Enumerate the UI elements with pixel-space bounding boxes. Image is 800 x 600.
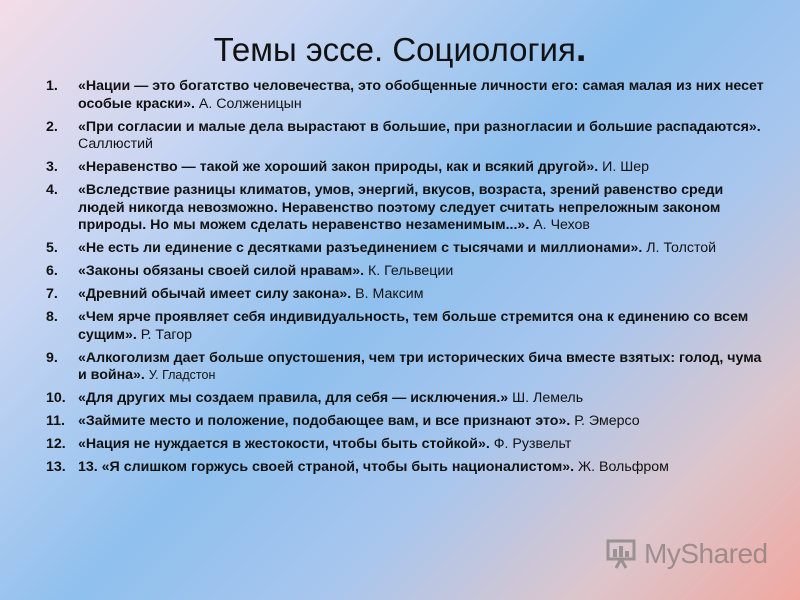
item-author: Р. Тагор — [140, 326, 192, 343]
item-author: У. Гладстон — [148, 368, 216, 382]
item-author: И. Шер — [602, 159, 650, 175]
item-author: В. Максим — [355, 286, 424, 302]
list-item — [44, 263, 764, 281]
item-number: 2. — [46, 118, 58, 135]
item-quote: «Законы обязаны своей силой нравам». — [78, 263, 365, 279]
item-quote: «Чем ярче проявляет себя индивидуальность, тем больше стремится она к единению со всем сущим». — [78, 309, 749, 343]
item-quote: «Нации — это богатство человечества, это обобщенные личности его: самая малая из них несет особые краски». — [78, 78, 764, 112]
item-quote: «Вследствие разницы климатов, умов, энергий, вкусов, возраста, зрений равенство среди людей никогда невозможно. Неравенство поэтому следует считать непреложным законом природы. Но мы можем сделать неравенство незаменимым...». — [78, 182, 724, 233]
list-item — [44, 436, 764, 454]
item-quote: «Нация не нуждается в жестокости, чтобы быть стойкой». — [78, 436, 490, 452]
item-number: 4. — [46, 182, 58, 198]
list-item — [44, 182, 764, 235]
item-author: Р. Эмерсо — [574, 413, 640, 429]
item-number: 13. — [46, 459, 66, 475]
item-number: 10. — [46, 390, 66, 406]
list-item — [44, 286, 764, 304]
list-item — [44, 413, 764, 431]
list-item — [44, 309, 764, 344]
item-number: 11. — [46, 413, 65, 429]
list-item — [44, 350, 764, 385]
item-quote: «Неравенство — такой же хороший закон природы, как и всякий другой». — [78, 159, 599, 175]
presentation-board-icon — [606, 535, 640, 574]
item-quote: «Займите место и положение, подобающее вам, и все признают это». — [78, 413, 571, 429]
myshared-watermark — [606, 534, 776, 574]
item-number: 1. — [46, 78, 58, 94]
slide-title-text: Темы эссе. Социология — [213, 31, 576, 68]
item-author: А. Солженицын — [198, 95, 302, 112]
item-author: К. Гельвеции — [368, 263, 454, 279]
watermark-text: MyShared — [644, 538, 768, 569]
item-author: Ф. Рузвельт — [493, 436, 572, 452]
item-author: Саллюстий — [78, 136, 153, 152]
item-author: А. Чехов — [533, 217, 590, 233]
list-item — [44, 78, 764, 113]
item-number: 6. — [46, 263, 58, 279]
item-number: 12. — [46, 436, 66, 452]
item-number: 7. — [46, 286, 58, 302]
list-item — [44, 119, 764, 154]
list-item — [44, 459, 764, 477]
item-quote: «Древний обычай имеет силу закона». — [78, 286, 352, 302]
slide-title — [0, 28, 800, 71]
item-quote: 13. «Я слишком горжусь своей страной, чтобы быть националистом». — [78, 459, 575, 475]
list-item — [44, 240, 764, 258]
slide-title-dot: . — [575, 28, 587, 70]
item-number: 9. — [46, 349, 58, 366]
item-author: Ш. Лемель — [512, 390, 584, 406]
item-author: Л. Толстой — [646, 240, 717, 256]
item-quote: «Для других мы создаем правила, для себя — исключения.» — [78, 390, 509, 406]
item-number: 5. — [46, 240, 58, 256]
item-quote: «Алкоголизм дает больше опустошения, чем три исторических бича вместе взятых: голод, чума и война». — [78, 349, 762, 383]
list-item — [44, 390, 764, 408]
list-item — [44, 159, 764, 177]
item-number: 8. — [46, 309, 58, 325]
item-quote: «Не есть ли единение с десятками разъединением с тысячами и миллионами». — [78, 240, 643, 256]
item-author: Ж. Вольфром — [578, 459, 669, 475]
item-quote: «При согласии и малые дела вырастают в большие, при разногласии и большие распадаются». — [78, 118, 761, 135]
essay-topics-list — [44, 78, 764, 482]
item-number: 3. — [46, 159, 58, 175]
